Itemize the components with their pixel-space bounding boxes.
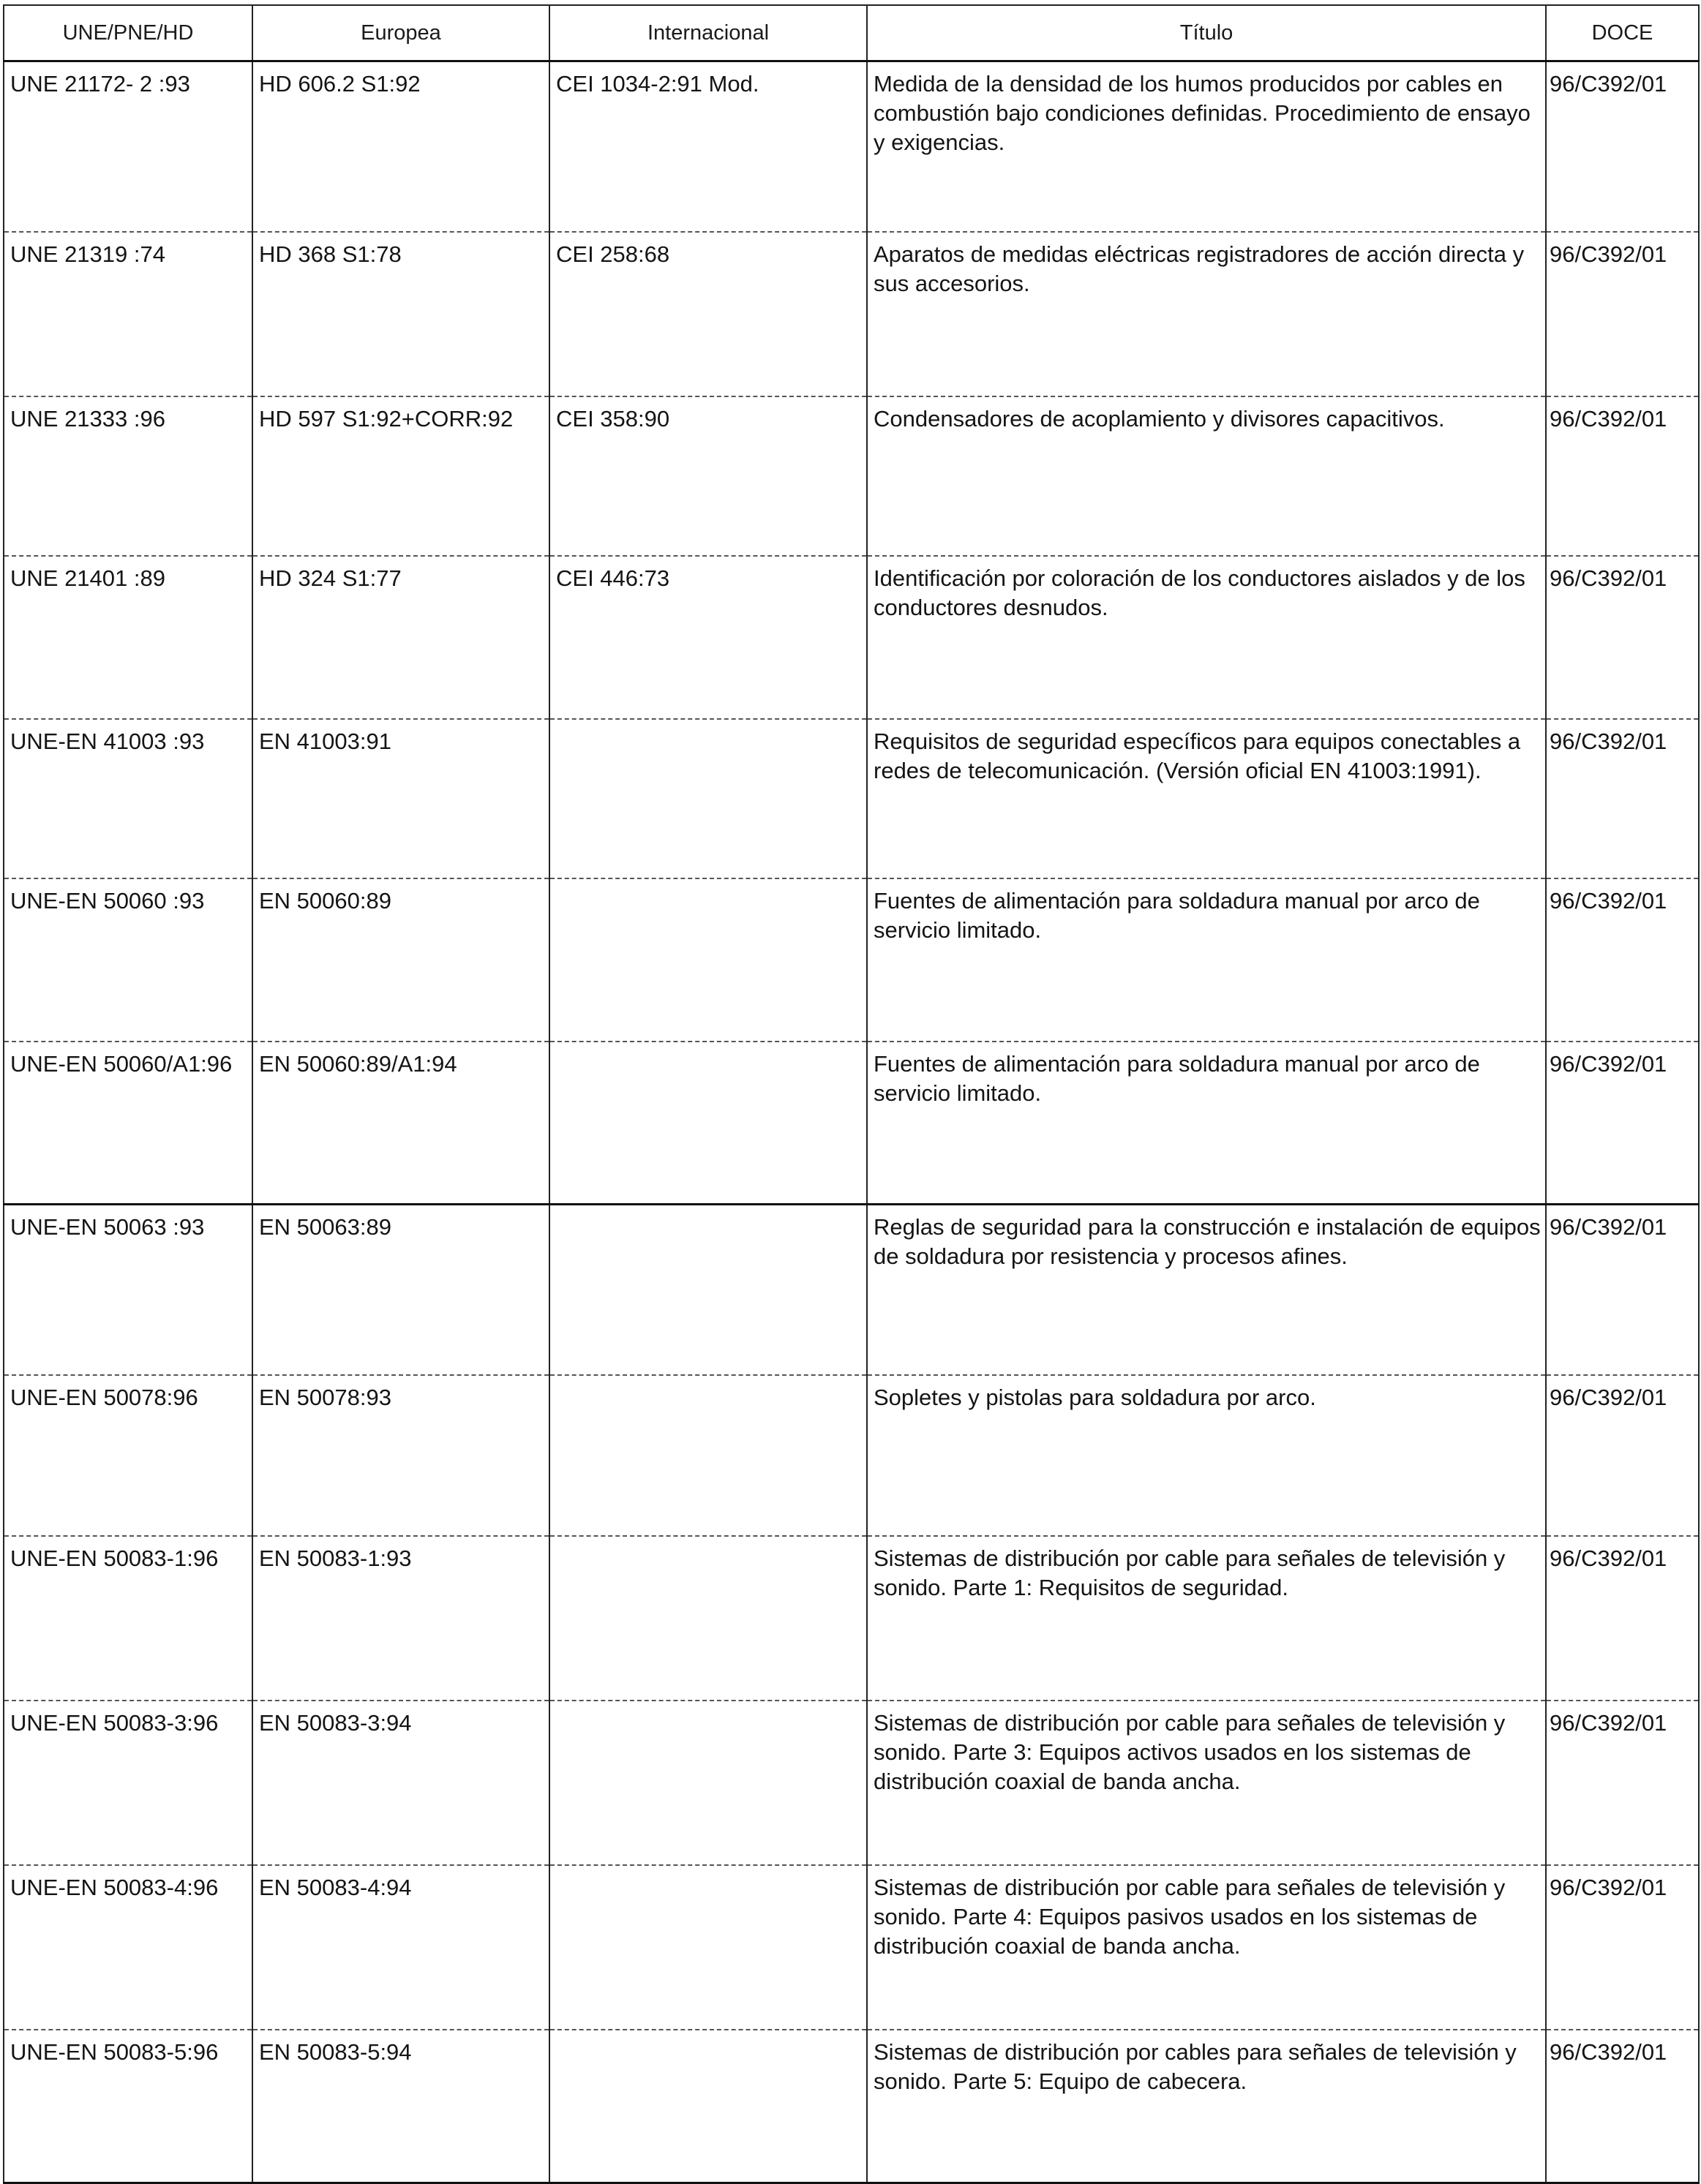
table-row [4,232,1699,396]
cell-internacional [549,878,867,1042]
cell-une: UNE-EN 50063 :93 [4,1205,252,1375]
cell-titulo: Requisitos de seguridad específicos para equipos conectables a redes de telecomunicación. (Versión oficial EN 41003:1991). [867,719,1546,878]
cell-europea: EN 50083-4:94 [252,1865,549,2030]
cell-titulo: Fuentes de alimentación para soldadura manual por arco de servicio limitado. [867,878,1546,1042]
cell-une: UNE-EN 50083-5:96 [4,2030,252,2183]
cell-une: UNE 21172- 2 :93 [4,61,252,232]
cell-europea: EN 50060:89/A1:94 [252,1042,549,1205]
table-row [4,1536,1699,1701]
table-row [4,1701,1699,1865]
cell-une: UNE-EN 50083-4:96 [4,1865,252,2030]
cell-internacional: CEI 258:68 [549,232,867,396]
cell-europea: HD 606.2 S1:92 [252,61,549,232]
cell-une: UNE-EN 50060 :93 [4,878,252,1042]
table-row [4,1375,1699,1536]
cell-europea: EN 50083-5:94 [252,2030,549,2183]
cell-internacional: CEI 1034-2:91 Mod. [549,61,867,232]
cell-une: UNE-EN 50083-3:96 [4,1701,252,1865]
cell-europea: EN 41003:91 [252,719,549,878]
header-une-pne-hd: UNE/PNE/HD [4,5,252,61]
standards-table [3,4,1700,2184]
cell-europea: EN 50063:89 [252,1205,549,1375]
cell-titulo: Identificación por coloración de los conductores aislados y de los conductores desnudos. [867,556,1546,719]
cell-doce: 96/C392/01 [1546,1205,1699,1375]
cell-une: UNE-EN 50083-1:96 [4,1536,252,1701]
cell-doce: 96/C392/01 [1546,1865,1699,2030]
table-row [4,61,1699,232]
table-row [4,1042,1699,1205]
cell-titulo: Sistemas de distribución por cable para señales de televisión y sonido. Parte 4: Equipos pasivos usados en los sistemas de distribución coaxial de banda ancha. [867,1865,1546,2030]
cell-doce: 96/C392/01 [1546,61,1699,232]
cell-internacional [549,1865,867,2030]
cell-titulo: Fuentes de alimentación para soldadura manual por arco de servicio limitado. [867,1042,1546,1205]
table-row [4,556,1699,719]
cell-internacional [549,2030,867,2183]
cell-une: UNE-EN 41003 :93 [4,719,252,878]
cell-titulo: Sistemas de distribución por cables para señales de televisión y sonido. Parte 5: Equipo de cabecera. [867,2030,1546,2183]
table-row [4,1205,1699,1375]
cell-doce: 96/C392/01 [1546,556,1699,719]
cell-internacional [549,1205,867,1375]
cell-doce: 96/C392/01 [1546,232,1699,396]
cell-europea: HD 597 S1:92+CORR:92 [252,396,549,556]
cell-doce: 96/C392/01 [1546,1701,1699,1865]
cell-doce: 96/C392/01 [1546,719,1699,878]
cell-titulo: Aparatos de medidas eléctricas registradores de acción directa y sus accesorios. [867,232,1546,396]
table-body [4,61,1699,2183]
header-titulo: Título [867,5,1546,61]
cell-internacional [549,719,867,878]
header-doce: DOCE [1546,5,1699,61]
cell-doce: 96/C392/01 [1546,1375,1699,1536]
table-header [4,5,1699,61]
cell-internacional [549,1042,867,1205]
cell-titulo: Condensadores de acoplamiento y divisores capacitivos. [867,396,1546,556]
cell-internacional: CEI 358:90 [549,396,867,556]
cell-internacional [549,1701,867,1865]
cell-titulo: Sistemas de distribución por cable para señales de televisión y sonido. Parte 3: Equipos activos usados en los sistemas de distribución coaxial de banda ancha. [867,1701,1546,1865]
table-row [4,396,1699,556]
cell-europea: EN 50078:93 [252,1375,549,1536]
cell-internacional: CEI 446:73 [549,556,867,719]
cell-titulo: Reglas de seguridad para la construcción e instalación de equipos de soldadura por resistencia y procesos afines. [867,1205,1546,1375]
table-row [4,878,1699,1042]
table-row [4,1865,1699,2030]
table-row [4,2030,1699,2183]
cell-une: UNE-EN 50078:96 [4,1375,252,1536]
cell-une: UNE-EN 50060/A1:96 [4,1042,252,1205]
cell-une: UNE 21333 :96 [4,396,252,556]
table-row [4,719,1699,878]
header-europea: Europea [252,5,549,61]
cell-titulo: Sopletes y pistolas para soldadura por arco. [867,1375,1546,1536]
cell-doce: 96/C392/01 [1546,878,1699,1042]
cell-europea: EN 50060:89 [252,878,549,1042]
cell-doce: 96/C392/01 [1546,2030,1699,2183]
cell-une: UNE 21401 :89 [4,556,252,719]
cell-europea: HD 324 S1:77 [252,556,549,719]
cell-internacional [549,1375,867,1536]
cell-internacional [549,1536,867,1701]
cell-doce: 96/C392/01 [1546,1536,1699,1701]
cell-doce: 96/C392/01 [1546,396,1699,556]
cell-titulo: Sistemas de distribución por cable para señales de televisión y sonido. Parte 1: Requisitos de seguridad. [867,1536,1546,1701]
cell-une: UNE 21319 :74 [4,232,252,396]
cell-europea: EN 50083-1:93 [252,1536,549,1701]
header-row [4,5,1699,61]
cell-titulo: Medida de la densidad de los humos producidos por cables en combustión bajo condiciones definidas. Procedimiento de ensayo y exigencias. [867,61,1546,232]
cell-europea: EN 50083-3:94 [252,1701,549,1865]
cell-europea: HD 368 S1:78 [252,232,549,396]
header-internacional: Internacional [549,5,867,61]
cell-doce: 96/C392/01 [1546,1042,1699,1205]
